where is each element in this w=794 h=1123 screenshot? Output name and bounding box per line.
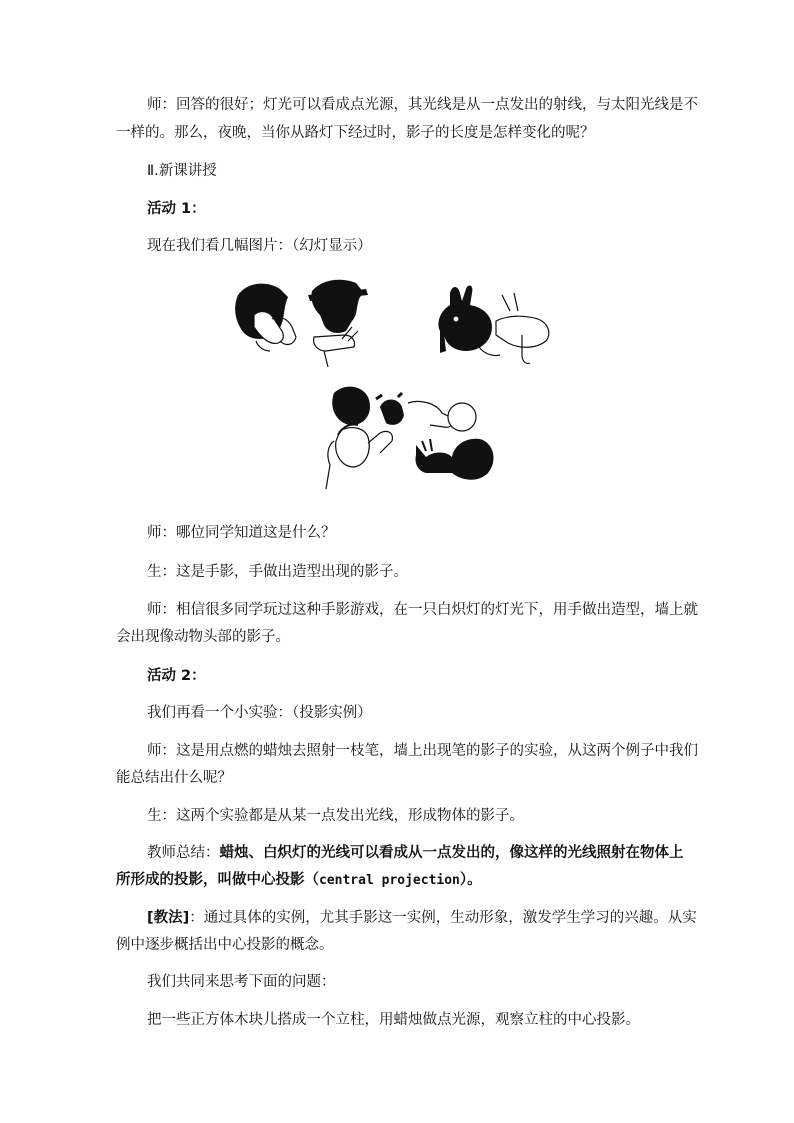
hand-shadow-illustrations xyxy=(230,275,570,495)
paragraph-line: 生：这是手影，手做出造型出现的影子。 xyxy=(147,564,408,580)
summary-line xyxy=(116,870,482,891)
english-term: central projection xyxy=(319,873,460,888)
paragraph-line: 把一些正方体木块儿搭成一个立柱，用蜡烛做点光源，观察立柱的中心投影。 xyxy=(147,1012,640,1028)
paren-close: ）。 xyxy=(459,872,482,888)
rabbit-shadow-figure xyxy=(438,286,548,364)
paragraph-line: 例中逐步概括出中心投影的概念。 xyxy=(116,937,334,953)
boy-bear-shadow-figure xyxy=(326,387,404,489)
teaching-method-text: ：通过具体的实例，尤其手影这一实例，生动形象，激发学生学习的兴趣。从实 xyxy=(189,910,697,926)
paragraph-line: 能总结出什么呢？ xyxy=(116,770,232,786)
man-hat-shadow-figure xyxy=(308,280,368,367)
teaching-method-tag: [教法] xyxy=(147,910,190,926)
paragraph-line: 师：回答的很好；灯光可以看成点光源，其光线是从一点发出的射线，与太阳光线是不 xyxy=(147,97,698,113)
activity-heading: 活动 2： xyxy=(147,668,206,684)
paragraph-line: 我们共同来思考下面的问题： xyxy=(147,974,336,990)
section-heading: Ⅱ.新课讲授 xyxy=(147,163,217,179)
activity-heading: 活动 1： xyxy=(147,201,206,217)
paragraph-line: 我们再看一个小实验：（投影实例） xyxy=(147,705,372,721)
paragraph-line: 师：哪位同学知道这是什么？ xyxy=(147,525,336,541)
paragraph-line: 一样的。那么，夜晚，当你从路灯下经过时，影子的长度是怎样变化的呢？ xyxy=(116,125,595,141)
paragraph-line: 师：相信很多同学玩过这种手影游戏，在一只白炽灯的灯光下，用手做出造型，墙上就 xyxy=(147,602,698,618)
summary-prefix: 教师总结： xyxy=(147,845,220,861)
summary-line xyxy=(147,843,684,863)
dog-shadow-figure xyxy=(235,284,296,351)
paragraph-line: 师：这是用点燃的蜡烛去照射一枝笔，墙上出现笔的影子的实验，从这两个例子中我们 xyxy=(147,743,698,759)
paragraph-line: 生：这两个实验都是从某一点发出光线，形成物体的影子。 xyxy=(147,808,524,824)
teaching-method-line xyxy=(147,908,697,928)
paren-open: （ xyxy=(304,872,319,888)
paragraph-line: 现在我们看几幅图片：（幻灯显示） xyxy=(147,238,372,254)
summary-bold-text: 蜡烛、白炽灯的光线可以看成从一点发出的，像这样的光线照射在物体上 xyxy=(219,845,684,861)
paragraph-line: 会出现像动物头部的影子。 xyxy=(116,629,290,645)
summary-bold-text: 所形成的投影，叫做中心投影 xyxy=(116,872,305,888)
snail-shadow-figure xyxy=(408,401,494,479)
